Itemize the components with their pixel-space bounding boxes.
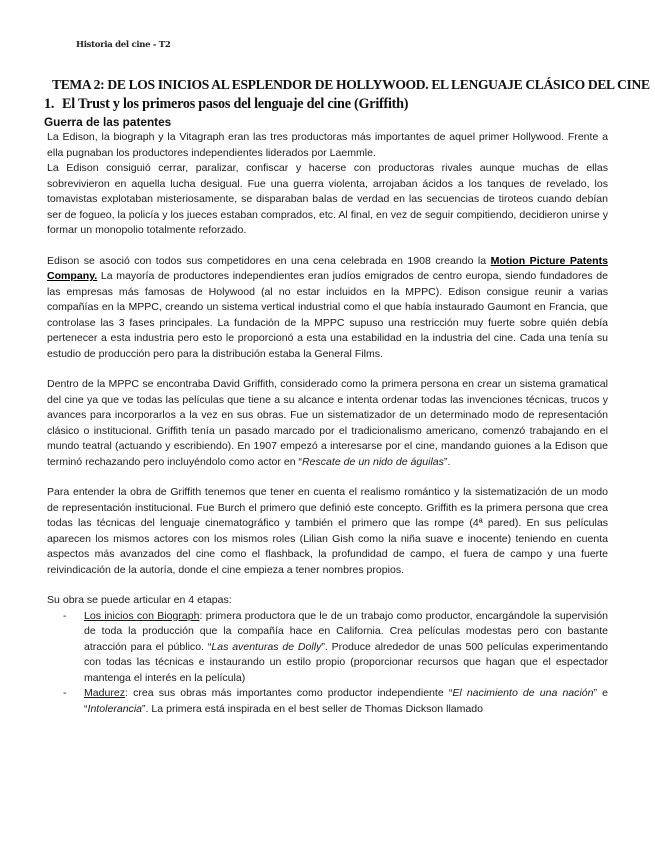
film-title: Rescate de un nido de águilas <box>302 455 444 468</box>
stage-text: ”. Produce alrededor de unas 500 películas experimentando con todas las técnicas e instaurando un estilo propio (proporcionar recursos que hagan que el espectador mantenga el interés en la película) <box>84 640 608 684</box>
stage-text: ” e “ <box>84 687 609 715</box>
paragraph: Para entender la obra de Griffith tenemos que tener en cuenta el realismo romántico y la sistematización de un modo de representación institucional. Fue Burch el primero que definió este concepto. Griffith es la primera persona que crea todas las técnicas del lenguaje cinematográfico y también el primero que las rompe (4ª pared). En sus películas aparecen los mismos actores con los mismos roles (Lilian Gish como la niña suave e inocente) teniendo en cuenta aspectos más avanzados del cine como el flashback, la profundidad de campo, el fuera de campo y una fuerte reivindicación de la autoría, donde el cine empieza a tener nombres propios. <box>47 486 608 576</box>
mppc-emphasis: Motion Picture Patents Company. <box>47 254 608 282</box>
chapter-title: TEMA 2: DE LOS INICIOS AL ESPLENDOR DE HOLLYWOOD. EL LENGUAJE CLÁSICO DEL CINE <box>52 77 650 92</box>
stage-label: Los inicios con Biograph <box>84 609 200 622</box>
stage-label: Madurez <box>84 687 126 699</box>
running-header: Historia del cine - T2 <box>76 40 171 50</box>
stage-text: : primera productora que le de un trabajo como productor, encargándole la supervisión de toda la producción que la compañía hace en California. Crea películas modestas pero con bastante atracción para el público. “ <box>84 609 608 653</box>
section-heading <box>44 96 408 113</box>
body-text <box>47 130 608 717</box>
paragraph-text: La mayoría de productores independientes eran judíos emigrados de centro europa, siendo fundadores de las empresas más famosas de Holywood (al no estar incluidos en la MPPC). Edison consigue reunir a varias compañías en la MPPC, creando un sistema vertical industrial como el que había instaurado Gaumont en Francia, que controlase las 3 fases principales. La fundación de la MPPC supuso una restricción muy fuerte sobre quién debía pertenecer a esta industria pero esto le proporcionó a esta una estabilidad en la industria del cine. Cada una tenía su estudio de producción pero para la distribución estaba la General Films. <box>47 270 608 360</box>
stages-list <box>47 609 608 718</box>
paragraph <box>47 377 608 470</box>
stage-text: ”. La primera está inspirada en el best seller de Thomas Dickson llamado <box>142 702 484 715</box>
paragraph: La Edison, la biograph y la Vitagraph eran las tres productoras más importantes de aquel primer Hollywood. Frente a ella pugnaban los productores independientes liderados por Laemmle. <box>47 131 608 159</box>
paragraph-text: Dentro de la MPPC se encontraba David Griffith, considerado como la primera persona en crear un sistema gramatical del cine ya que ve todas las películas que tiene a su alcance e intenta ordenar todas las invenciones técnicas, trucos y avances para incorporarlos a la vez en sus obras. Fue un sistematizador de un determinado modo de representación clásico o institucional. Griffith tenía un pasado marcado por el tradicionalismo americano, comenzó trabajando en el mundo teatral (actuando y escribiendo). En 1907 empezó a interesarse por el cine, mandando guiones a la Edison que terminó rechazando pero incluyéndolo como actor en “ <box>47 378 608 468</box>
section-number: 1. <box>44 96 55 112</box>
list-item <box>84 609 608 687</box>
list-item <box>84 686 608 717</box>
paragraph: La Edison consiguió cerrar, paralizar, confiscar y hacerse con productoras rivales aunque muchas de ellas sobrevivieron en aquella lucha desigual. Fue una guerra violenta, arrojaban ácidos a los tanques de revelado, los tomavistas explotaban misteriosamente, se disparaban balas de verdad en las secuencias de tiroteos cuando debían ser de fogueo, la policía y los jueces estaban comprados, etc. Al final, en vez de seguir compitiendo, decidieron unirse y formar un monopolio totalmente reforzado. <box>47 162 608 236</box>
paragraph <box>47 254 608 363</box>
film-title: Intolerancia <box>87 702 143 715</box>
film-title: Las aventuras de Dolly <box>211 640 322 653</box>
paragraph: Su obra se puede articular en 4 etapas: <box>47 594 232 606</box>
stage-text: : crea sus obras más importantes como productor independiente “ <box>125 687 453 699</box>
paragraph-text: ”. <box>443 455 451 468</box>
subheading: Guerra de las patentes <box>44 115 172 129</box>
section-title: El Trust y los primeros pasos del lenguaje del cine (Griffith) <box>62 96 409 112</box>
film-title: El nacimiento de una nación <box>452 687 594 699</box>
paragraph-text: Edison se asoció con todos sus competidores en una cena celebrada en 1908 creando la <box>47 254 491 267</box>
